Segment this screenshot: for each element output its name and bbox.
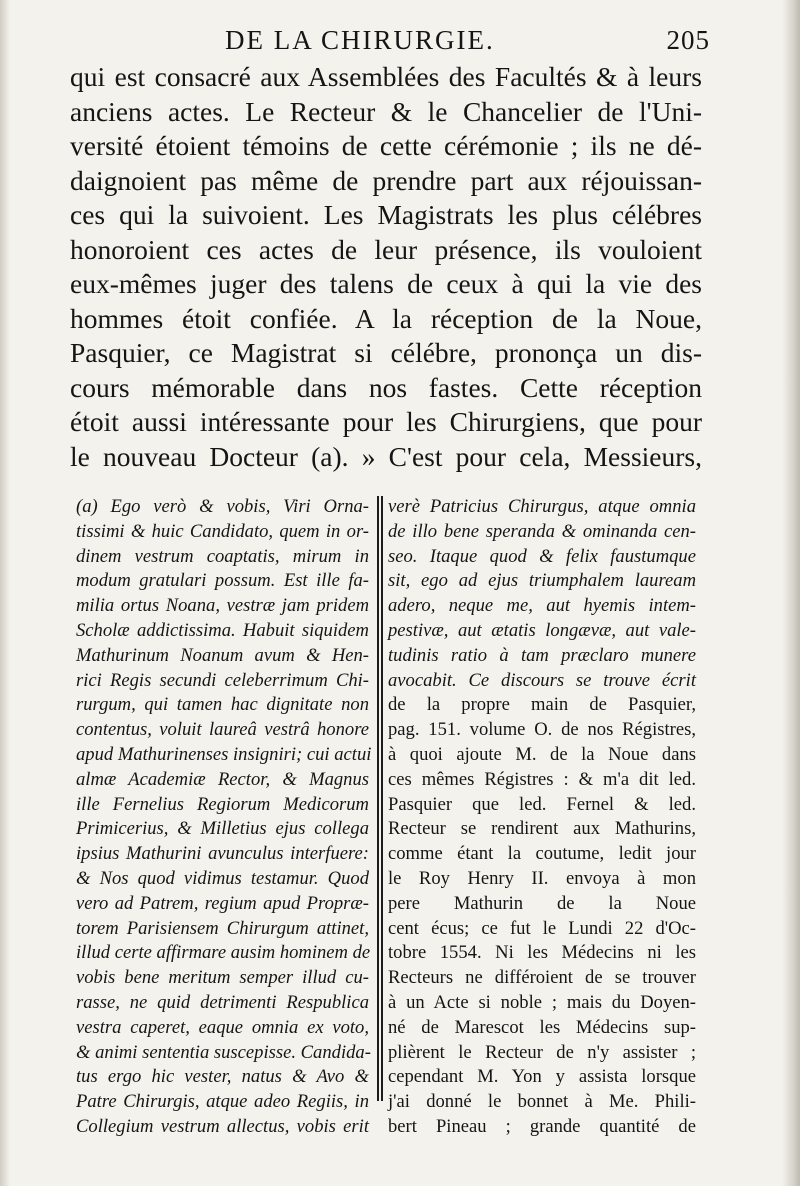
footnote-line: Collegium vestrum allectus, vobis erit [76, 1115, 369, 1137]
footnote-line: milia ortus Noana, vestræ jam pridem [76, 595, 369, 617]
footnote-line: Scholæ addictissima. Habuit siquidem [76, 619, 369, 641]
footnote-line: ipsius Mathurini avunculus interfuere: [76, 843, 369, 865]
footnote-line: Recteurs ne différoient de se trouver [388, 967, 696, 989]
text-line: étoit aussi intéressante pour les Chirurgiens, que pour [70, 406, 702, 437]
footnote-line: modum gratulari possum. Est ille fa- [76, 570, 369, 592]
text-line: anciens actes. Le Recteur & le Chancelier de l'Uni- [70, 95, 702, 127]
footnote-line: & animi sententia suscepisse. Candida- [76, 1041, 371, 1063]
page-gutter-shadow [0, 0, 10, 1186]
text-line: versité étoient témoins de cette cérémonie ; ils ne dé- [70, 130, 702, 161]
main-paragraph [70, 60, 702, 474]
footnote-line: tissimi & huic Candidato, quem in or- [76, 520, 369, 542]
footnote-line: rurgum, qui tamen hac dignitate non [76, 694, 369, 716]
footnote-line: bert Pineau ; grande quantité de [388, 1115, 696, 1137]
text-line: le nouveau Docteur (a). » C'est pour cela, Messieurs, [70, 440, 702, 472]
footnote-line: avocabit. Ce discours se trouve écrit [388, 669, 696, 691]
text-line: daignoient pas même de prendre part aux réjouissan- [70, 164, 702, 196]
footnote-line: dinem vestrum coaptatis, mirum in [76, 545, 369, 567]
footnote-line: sit, ego ad ejus triumphalem lauream [388, 570, 696, 592]
footnote-right-column [388, 495, 696, 1140]
footnote-line: & Nos quod vidimus testamur. Quod [76, 867, 369, 889]
footnote-line: Pasquier que led. Fernel & led. [388, 793, 696, 815]
text-line: qui est consacré aux Assemblées des Facultés & à leurs [70, 61, 702, 92]
text-line: Pasquier, ce Magistrat si célébre, prononça un dis- [70, 337, 702, 368]
text-line: eux-mêmes juger des talens de ceux à qui la vie des [70, 268, 702, 299]
footnote-line: né de Marescot les Médecins sup- [388, 1016, 696, 1038]
running-title: DE LA CHIRURGIE. [225, 25, 495, 55]
footnote-line: Recteur se rendirent aux Mathurins, [388, 818, 696, 840]
footnote-line: vobis bene meritum semper illud cu- [76, 967, 369, 989]
column-rule [381, 496, 383, 1101]
footnote-line: pestivæ, aut ætatis longævæ, aut vale- [388, 619, 696, 641]
footnote-line: cependant M. Yon y assista lorsque [388, 1066, 696, 1088]
footnote-line: ille Fernelius Regiorum Medicorum [76, 793, 369, 815]
footnote-line: vero ad Patrem, regium apud Propræ- [76, 892, 369, 914]
footnote-line: de la propre main de Pasquier, [388, 694, 696, 716]
footnote-line: torem Parisiensem Chirurgum attinet, [76, 917, 369, 939]
text-line: hommes étoit confiée. A la réception de la Noue, [70, 302, 702, 334]
text-line: cours mémorable dans nos fastes. Cette réception [70, 371, 702, 403]
footnote-line: apud Mathurinenses insigniri; cui actui [76, 743, 372, 765]
footnote-line: j'ai donné le bonnet à Me. Phili- [388, 1091, 696, 1113]
footnote-line: tus ergo hic vester, natus & Avo & [76, 1066, 369, 1088]
footnote-line: Primicerius, & Milletius ejus collega [76, 818, 369, 840]
column-rule [377, 496, 379, 1101]
footnote-line: rici Regis secundi celeberrimum Chi- [76, 669, 369, 691]
footnote-line: illud certe affirmare ausim hominem de [76, 942, 371, 964]
footnote-line: pag. 151. volume O. de nos Régistres, [388, 719, 696, 741]
footnote-line: ces mêmes Régistres : & m'a dit led. [388, 768, 696, 790]
footnote-line: Mathurinum Noanum avum & Hen- [76, 644, 369, 666]
footnote-line: adero, neque me, aut hyemis intem- [388, 595, 696, 617]
footnote-line: seo. Itaque quod & felix faustumque [388, 545, 696, 567]
footnote-line: tobre 1554. Ni les Médecins ni les [388, 942, 696, 964]
footnote-line: Patre Chirurgis, atque adeo Regiis, in [76, 1091, 369, 1113]
footnote-line: rasse, ne quid detrimenti Respublica [76, 991, 369, 1013]
footnote-line: (a) Ego verò & vobis, Viri Orna- [76, 496, 369, 517]
text-line: ces qui la suivoient. Les Magistrats les plus célébres [70, 199, 702, 230]
footnote-line: comme étant la coutume, ledit jour [388, 843, 696, 865]
footnote-line: vestra caperet, eaque omnia ex voto, [76, 1016, 369, 1038]
footnote-line: de illo bene speranda & ominanda cen- [388, 520, 696, 542]
footnote-line: contentus, voluit laureâ vestrâ honore [76, 719, 369, 741]
footnote-line: à un Acte si noble ; mais du Doyen- [388, 991, 696, 1013]
footnote-line: plièrent le Recteur de n'y assister ; [388, 1041, 696, 1063]
page-number: 205 [666, 25, 710, 55]
footnote-line: almæ Academiæ Rector, & Magnus [76, 768, 369, 790]
text-line: honoroient ces actes de leur présence, ils vouloient [70, 233, 702, 265]
footnote-line: verè Patricius Chirurgus, atque omnia [388, 496, 696, 517]
running-head [70, 20, 710, 56]
page-edge-shadow [782, 0, 800, 1186]
footnote-line: le Roy Henry II. envoya à mon [388, 867, 696, 889]
footnote-line: pere Mathurin de la Noue [388, 892, 696, 914]
footnote-line: à quoi ajoute M. de la Noue dans [388, 743, 696, 765]
footnote-line: tudinis ratio à tam præclaro munere [388, 644, 696, 666]
footnote-line: cent écus; ce fut le Lundi 22 d'Oc- [388, 917, 696, 939]
footnote-left-column [76, 495, 372, 1140]
